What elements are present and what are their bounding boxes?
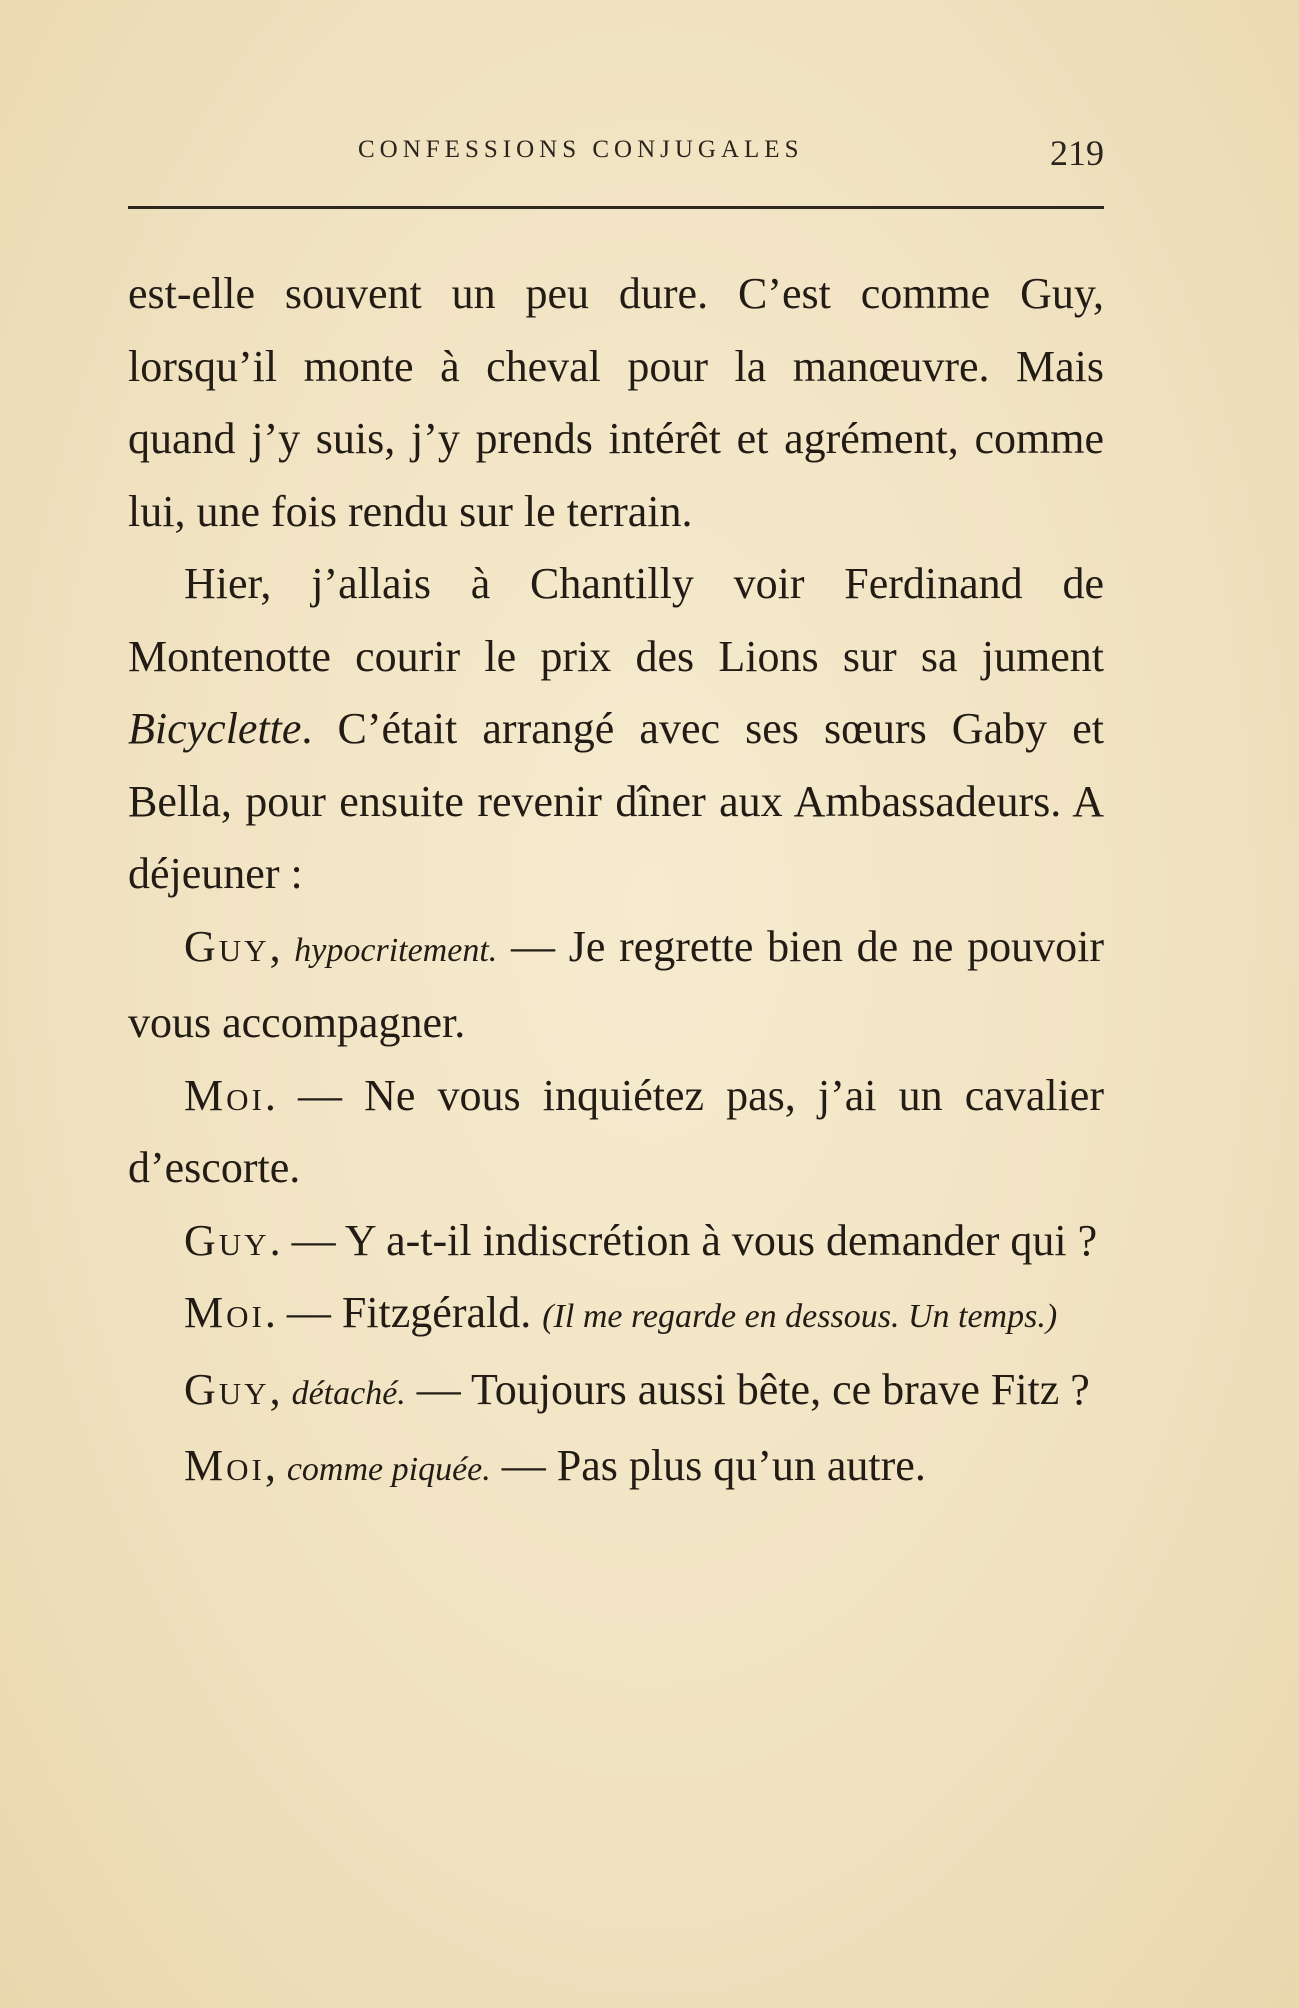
speaker-name: Guy bbox=[184, 1364, 270, 1414]
separator: , bbox=[269, 921, 295, 971]
stage-direction: hypocritement. bbox=[294, 931, 498, 969]
speaker-name: Moi bbox=[184, 1288, 265, 1337]
speaker-name: Moi bbox=[184, 1441, 265, 1490]
dialogue-text: — Pas plus qu’un autre. bbox=[490, 1441, 926, 1490]
speaker-name: Guy bbox=[184, 921, 270, 971]
paragraph-chantilly bbox=[128, 548, 1104, 911]
page-body bbox=[128, 258, 1104, 1507]
dialogue-line bbox=[128, 1205, 1104, 1278]
paragraph-text: Hier, j’allais à Chantilly voir Ferdinand de Montenotte courir le prix des Lions sur sa jument bbox=[128, 559, 1104, 681]
separator: , bbox=[269, 1364, 292, 1414]
speaker-name: Moi bbox=[184, 1070, 265, 1120]
dialogue-text: . — Y a-t-il indiscrétion à vous demander qui ? bbox=[269, 1215, 1098, 1265]
paragraph-continuation bbox=[128, 258, 1104, 548]
header-rule bbox=[128, 206, 1104, 209]
separator: , bbox=[264, 1441, 287, 1490]
page-header bbox=[128, 132, 1104, 172]
stage-direction: détaché. bbox=[291, 1374, 406, 1412]
dialogue-text: — Je regrette bien de ne pouvoir vous accompagner. bbox=[128, 921, 1104, 1047]
dialogue-text: . — Fitzgérald. bbox=[264, 1288, 543, 1337]
dialogue-text: . — Ne vous inquiétez pas, j’ai un cavalier d’escorte. bbox=[128, 1070, 1104, 1192]
running-title: CONFESSIONS CONJUGALES bbox=[358, 136, 804, 163]
dialogue-line bbox=[128, 1277, 1104, 1354]
stage-direction: (Il me regarde en dessous. Un temps.) bbox=[542, 1298, 1058, 1335]
dialogue-line bbox=[128, 1354, 1104, 1431]
stage-direction: comme piquée. bbox=[286, 1451, 491, 1488]
dialogue-line bbox=[128, 1060, 1104, 1205]
paragraph-text: . C’était arrangé avec ses sœurs Gaby et Bella, pour ensuite revenir dîner aux Ambassadeurs. A déjeuner : bbox=[128, 704, 1104, 898]
paragraph-text: est-elle souvent un peu dure. C’est comme Guy, lorsqu’il monte à cheval pour la manœuvre. Mais quand j’y suis, j’y prends intérêt et agrément, comme lui, une fois rendu sur le terrain. bbox=[128, 269, 1104, 536]
dialogue-line bbox=[128, 1430, 1104, 1507]
horse-name: Bicyclette bbox=[128, 704, 302, 753]
speaker-name: Guy bbox=[184, 1215, 270, 1265]
dialogue-text: — Toujours aussi bête, ce brave Fitz ? bbox=[405, 1364, 1090, 1414]
dialogue-line bbox=[128, 911, 1104, 1060]
page-number: 219 bbox=[1050, 133, 1104, 173]
